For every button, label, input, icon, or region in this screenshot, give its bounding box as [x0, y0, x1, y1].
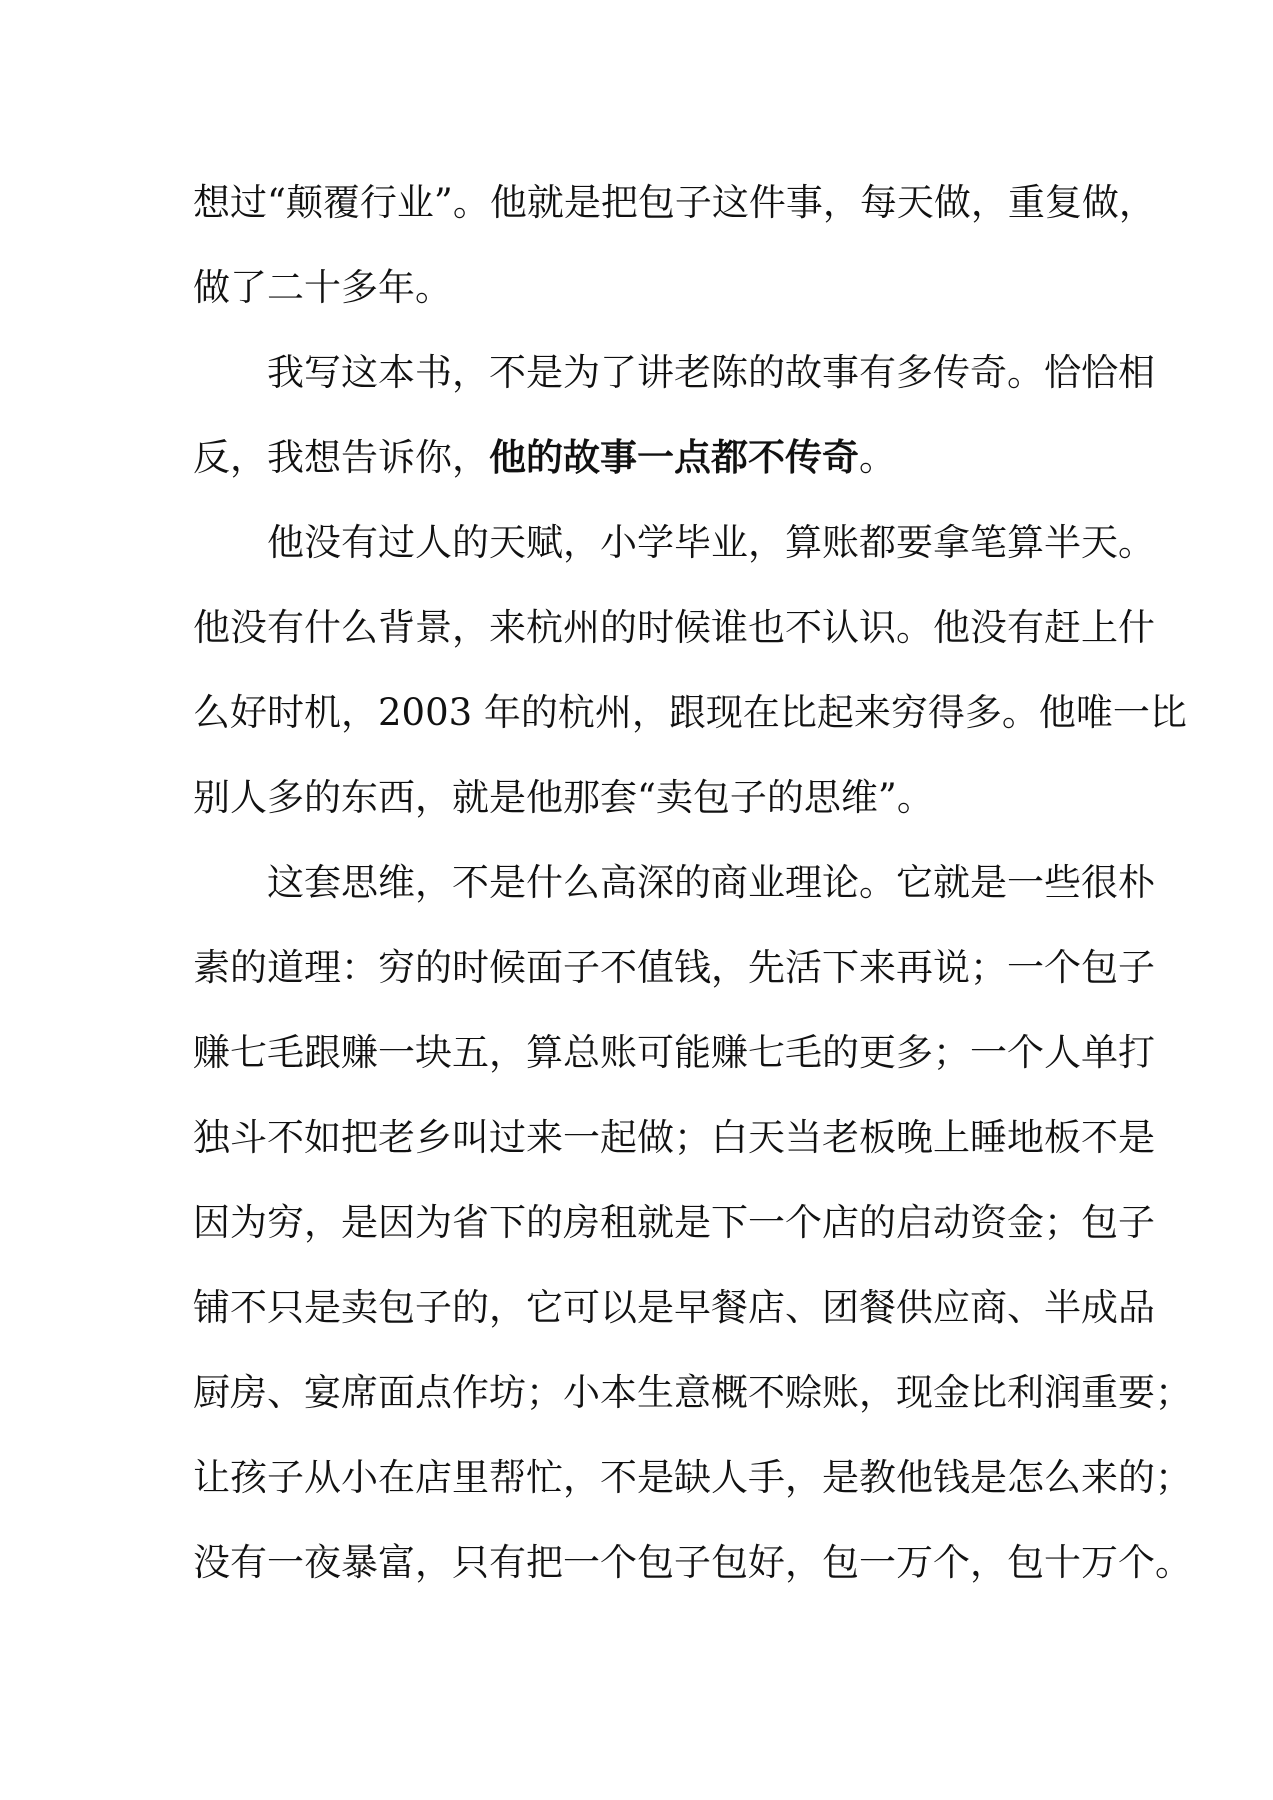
text-line: 想过“颠覆行业”。他就是把包子这件事，每天做，重复做，	[193, 181, 1156, 224]
paragraph-4	[193, 840, 1192, 1605]
text-line: 素的道理：穷的时候面子不值钱，先活下来再说；一个包子	[193, 946, 1155, 989]
text-line: 没有一夜暴富，只有把一个包子包好，包一万个，包十万个。	[193, 1541, 1192, 1584]
text-line: 让孩子从小在店里帮忙，不是缺人手，是教他钱是怎么来的；	[193, 1456, 1192, 1499]
text-line: 我写这本书，不是为了讲老陈的故事有多传奇。恰恰相	[267, 351, 1155, 394]
text-line: 独斗不如把老乡叫过来一起做；白天当老板晚上睡地板不是	[193, 1116, 1155, 1159]
text-line: 他没有过人的天赋，小学毕业，算账都要拿笔算半天。	[267, 521, 1155, 564]
text-run: 。	[859, 436, 896, 479]
text-line: 做了二十多年。	[193, 266, 452, 309]
paragraph-1	[193, 160, 1156, 330]
text-run: 反，我想告诉你，	[193, 436, 489, 479]
text-line: 么好时机，2003 年的杭州，跟现在比起来穷得多。他唯一比	[193, 691, 1187, 734]
text-line: 赚七毛跟赚一块五，算总账可能赚七毛的更多；一个人单打	[193, 1031, 1155, 1074]
text-line: 别人多的东西，就是他那套“卖包子的思维”。	[193, 776, 934, 819]
text-line: 铺不只是卖包子的，它可以是早餐店、团餐供应商、半成品	[193, 1286, 1155, 1329]
text-line: 他没有什么背景，来杭州的时候谁也不认识。他没有赶上什	[193, 606, 1155, 649]
body-text	[193, 160, 1192, 1605]
paragraph-2	[193, 330, 1155, 500]
text-line-with-emphasis	[193, 415, 1085, 500]
paragraph-3	[193, 500, 1187, 840]
text-line: 因为穷，是因为省下的房租就是下一个店的启动资金；包子	[193, 1201, 1155, 1244]
text-line: 厨房、宴席面点作坊；小本生意概不赊账，现金比利润重要；	[193, 1371, 1192, 1414]
emphasized-text: 他的故事一点都不传奇	[489, 436, 859, 479]
text-line: 这套思维，不是什么高深的商业理论。它就是一些很朴	[267, 861, 1155, 904]
